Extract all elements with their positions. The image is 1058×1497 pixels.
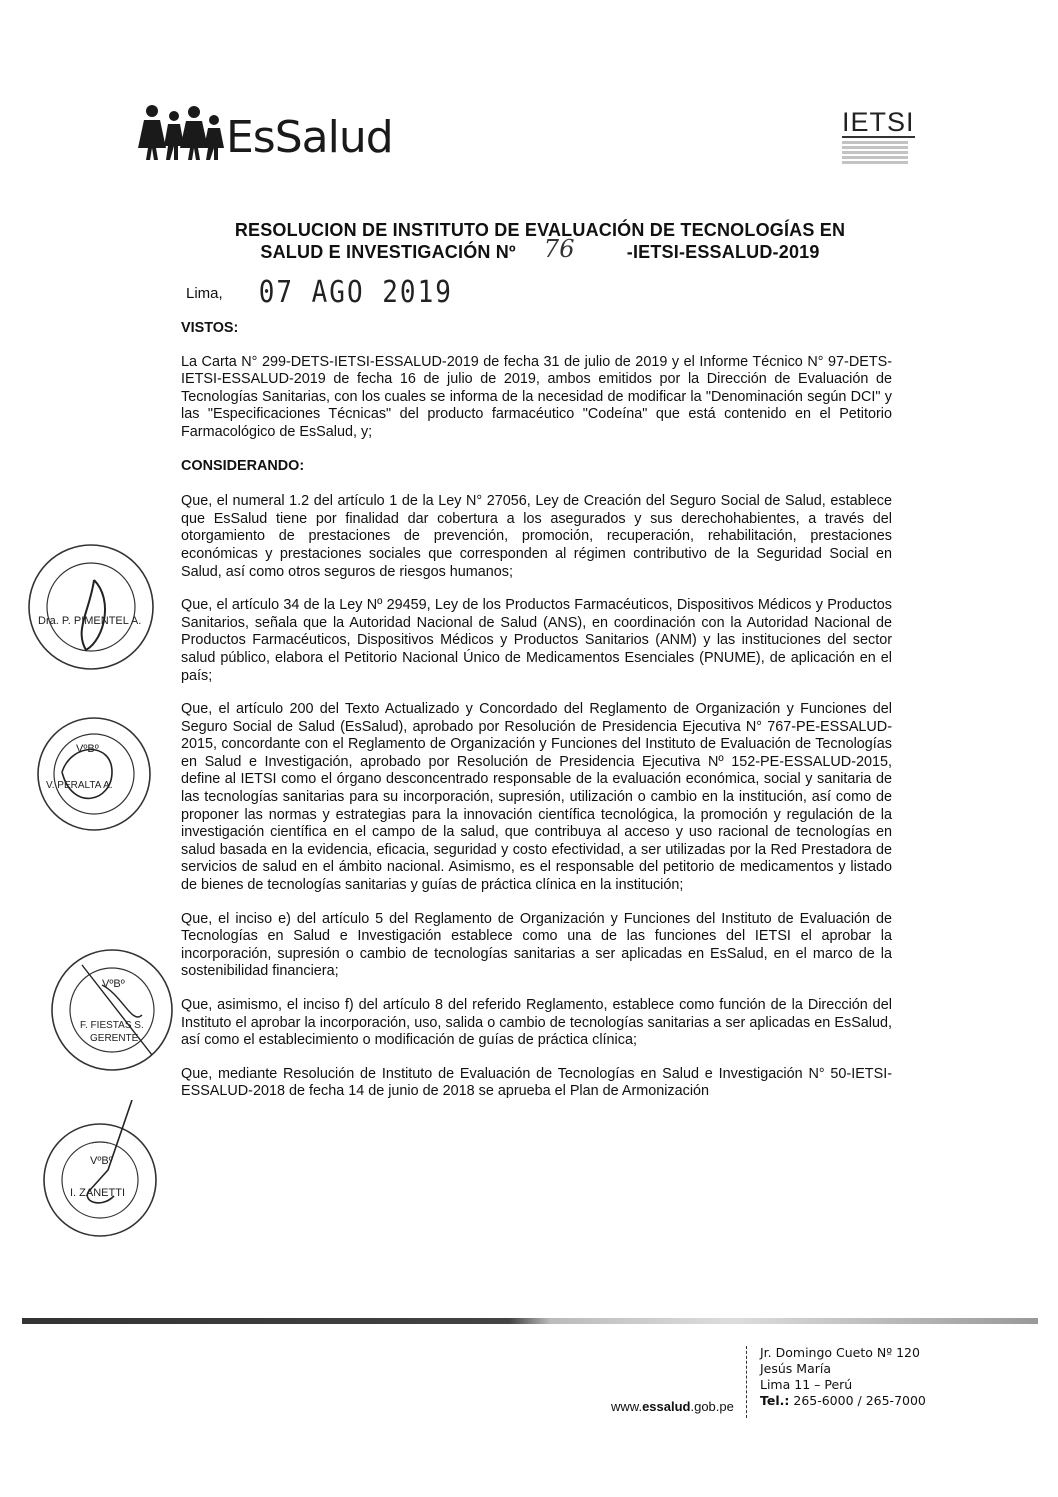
seal-icon bbox=[30, 1100, 170, 1240]
approval-stamp bbox=[42, 945, 182, 1075]
seal-icon bbox=[24, 540, 158, 674]
title-line-2 bbox=[180, 235, 900, 263]
website-prefix: www. bbox=[611, 1399, 643, 1414]
approval-stamp bbox=[32, 712, 156, 836]
title-line-1: RESOLUCION DE INSTITUTO DE EVALUACIÓN DE TECNOLOGÍAS EN bbox=[234, 220, 846, 240]
handwritten-resolution-number: 76 bbox=[543, 235, 575, 263]
website-suffix: .gob.pe bbox=[690, 1399, 734, 1414]
vistos-heading: VISTOS: bbox=[181, 320, 239, 336]
tel-label: Tel.: bbox=[760, 1393, 790, 1408]
approval-stamp bbox=[24, 540, 158, 674]
footer-divider bbox=[22, 1318, 1038, 1324]
approval-stamp bbox=[30, 1100, 170, 1240]
vistos-paragraph: La Carta N° 299-DETS-IETSI-ESSALUD-2019 de fecha 31 de julio de 2019 y el Informe Técnico N° 97-DETS-IETSI-ESSALUD-2019 de fecha 16 de julio de 2019, ambos emitidos por la Dirección de Evaluación de Tecnologías Sanitarias, con los cuales se informa de la necesidad de modificar la "Denominación según DCI" y las "Especificaciones Técnicas" del producto farmacéutico "Codeína" que está contenido en el Petitorio Farmacológico de EsSalud, y; bbox=[181, 353, 892, 440]
footer-separator bbox=[746, 1346, 747, 1418]
family-figures-icon bbox=[138, 102, 224, 160]
considerando-paragraph: Que, el inciso e) del artículo 5 del Reglamento de Organización y Funciones del Instituto de Evaluación de Tecnologías en Salud e Investigación establece como una de las funciones del IETSI el aprobar la incorporación, supresión o cambio de tecnologías sanitarias a ser aplicadas en EsSalud, en el marco de la sostenibilidad financiera; bbox=[181, 910, 892, 980]
title-line-2-prefix: SALUD E INVESTIGACIÓN Nº bbox=[260, 242, 516, 262]
considerando-paragraph: Que, el artículo 200 del Texto Actualizado y Concordado del Reglamento de Organización y Funciones del Seguro Social de Salud (EsSalud), aprobado por Resolución de Presidencia Ejecutiva N° 767-PE-ESSALUD-2015, concordante con el Reglamento de Organización y Funciones del Instituto de Evaluación de Tecnologías en Salud e Investigación, aprobado por Resolución de Presidencia Ejecutiva Nº 152-PE-ESSALUD-2015, define al IETSI como el órgano desconcentrado responsable de la evaluación económica, social y sanitaria de las tecnologías sanitarias para su incorporación, supresión, utilización o cambio en la institución, así como de proponer las normas y estrategias para la innovación científica tecnológica, la promoción y regulación de la investigación científica en el campo de la salud, que contribuya al acceso y uso racional de tecnologías en salud basada en la evidencia, eficacia, seguridad y costo efectividad, a ser utilizadas por la Red Prestadora de servicios de salud en el ámbito nacional. Asimismo, es el responsable del petitorio de medicamentos y listado de bienes de tecnologías sanitarias y guías de práctica clínica en la institución; bbox=[181, 701, 892, 894]
considerando-heading: CONSIDERANDO: bbox=[181, 457, 305, 474]
date-label: Lima, bbox=[186, 284, 223, 302]
stamp-2-vb: VºBº bbox=[76, 743, 99, 755]
footer-website[interactable] bbox=[611, 1399, 734, 1414]
address-line: Jr. Domingo Cueto Nº 120 bbox=[760, 1345, 920, 1360]
considerando-paragraph: Que, asimismo, el inciso f) del artículo 8 del referido Reglamento, establece como función de la Dirección del Instituto el aprobar la incorporación, uso, salida o cambio de tecnologías sanitarias a ser aplicadas en EsSalud, así como el establecimiento o modificación de guías de práctica clínica; bbox=[181, 997, 892, 1049]
essalud-logo bbox=[138, 102, 393, 163]
date-stamp: 07 AGO 2019 bbox=[258, 275, 453, 311]
stamp-3-vb: VºBº bbox=[102, 978, 125, 990]
date-line bbox=[186, 275, 453, 311]
stamp-1-name: Dra. P. PIMENTEL A. bbox=[38, 615, 142, 627]
document-body bbox=[181, 320, 892, 1101]
website-bold: essalud bbox=[642, 1399, 691, 1414]
address-line: Lima 11 – Perú bbox=[760, 1377, 853, 1392]
footer-address bbox=[760, 1345, 926, 1409]
ietsi-logo bbox=[842, 108, 932, 166]
stamp-4-name: I. ZANETTI bbox=[70, 1187, 125, 1199]
tel-value: 265-6000 / 265-7000 bbox=[789, 1393, 926, 1408]
considerando-paragraph: Que, el numeral 1.2 del artículo 1 de la Ley N° 27056, Ley de Creación del Seguro Social de Salud, establece que EsSalud tiene por finalidad dar cobertura a los asegurados y sus derechohabientes, a través del otorgamiento de prestaciones de prevención, promoción, recuperación, rehabilitación, prestaciones económicas y prestaciones sociales que corresponden al régimen contributivo de la Seguridad Social en Salud, así como otros seguros de riesgos humanos; bbox=[181, 493, 892, 580]
ietsi-subtitle-lines bbox=[842, 141, 932, 164]
considerando-paragraph: Que, el artículo 34 de la Ley Nº 29459, Ley de los Productos Farmacéuticos, Dispositivos Médicos y Productos Sanitarios, señala que la Autoridad Nacional de Salud (ANS), en coordinación con la Autoridad Nacional de Productos Farmacéuticos, Dispositivos Médicos y Productos Sanitarios (ANM) y las instituciones del sector salud público, elabora el Petitorio Nacional Único de Medicamentos Esenciales (PNUME), de aplicación en el país; bbox=[181, 597, 892, 684]
seal-icon bbox=[32, 712, 156, 836]
phone-line bbox=[760, 1393, 926, 1409]
seal-icon bbox=[42, 945, 182, 1075]
stamp-3-role: GERENTE bbox=[90, 1033, 139, 1044]
stamp-4-vb: VºBº bbox=[90, 1155, 113, 1167]
title-line-2-suffix: -IETSI-ESSALUD-2019 bbox=[626, 242, 820, 262]
stamp-3-name: F. FIESTAS S. bbox=[80, 1020, 144, 1031]
considerando-paragraph: Que, mediante Resolución de Instituto de Evaluación de Tecnologías en Salud e Investigación N° 50-IETSI-ESSALUD-2018 de fecha 14 de junio de 2018 se aprueba el Plan de Armonización bbox=[181, 1065, 892, 1100]
address-line: Jesús María bbox=[760, 1361, 832, 1376]
resolution-title bbox=[180, 219, 900, 263]
stamp-2-name: V. PERALTA A. bbox=[46, 780, 113, 791]
ietsi-wordmark: IETSI bbox=[842, 107, 915, 137]
logo-wordmark: EsSalud bbox=[226, 112, 393, 163]
